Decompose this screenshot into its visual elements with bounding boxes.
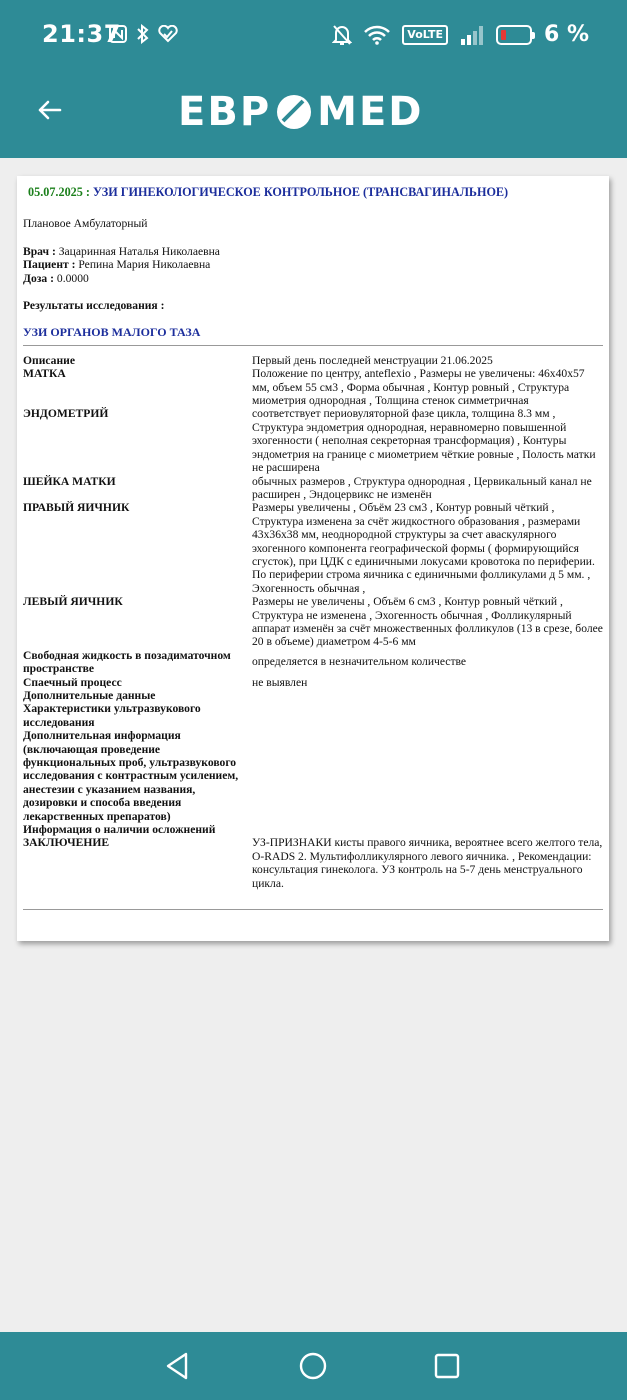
- dose-label: Доза :: [23, 271, 54, 285]
- table-row: [23, 475, 603, 502]
- logo-text-left: ЕВР: [178, 89, 272, 135]
- recents-square-icon[interactable]: [431, 1350, 463, 1382]
- status-time: 21:37: [42, 20, 121, 48]
- bell-off-icon: [332, 24, 352, 46]
- row-key: Описание: [23, 353, 75, 367]
- status-right-icons: [332, 22, 589, 47]
- table-row: [23, 729, 603, 823]
- status-left-icons: [108, 24, 178, 44]
- row-value: обычных размеров , Структура однородная , Цервикальный канал не расширен , Эндоцервикс не изменён: [252, 474, 592, 501]
- table-row: [23, 595, 603, 649]
- row-value: не выявлен: [252, 675, 308, 689]
- visit-type: Плановое Амбулаторный: [23, 217, 148, 231]
- table-row: [23, 702, 603, 729]
- battery-icon: [496, 25, 532, 45]
- table-row: [23, 649, 603, 676]
- patient-name: Репина Мария Николаевна: [78, 258, 211, 272]
- pill-logo-icon: [275, 93, 313, 131]
- row-value: соответствует периовуляторной фазе цикла, толщина 8.3 мм , Структура эндометрия однородная, неравномерно повышенной эхогенности ( неполная секреторная трансформация) , Контуры эндометрия на границе с миометрием чёткие ровные , Полость матки не расширена: [252, 407, 596, 475]
- status-bar: [0, 0, 627, 72]
- document-title: [28, 186, 603, 199]
- row-key: Дополнительная информация (включающая проведение функциональных проб, ультразвукового исследования с контрастным усилением, анестезии с указанием названия, дозировки и способа введения лекарственных препаратов): [23, 729, 239, 823]
- heart-check-icon: [158, 25, 178, 43]
- row-key: МАТКА: [23, 367, 66, 381]
- row-key: ШЕЙКА МАТКИ: [23, 474, 116, 488]
- row-key: ЗАКЛЮЧЕНИЕ: [23, 836, 110, 850]
- bluetooth-icon: [136, 24, 150, 44]
- system-nav-bar: [0, 1332, 627, 1400]
- app-logo: [178, 89, 424, 135]
- battery-percent: 6 %: [543, 22, 589, 47]
- table-row: [23, 823, 603, 836]
- signal-icon: [460, 25, 484, 45]
- row-value: [252, 823, 603, 836]
- volte-icon: VoLTE: [402, 25, 448, 45]
- table-row: [23, 367, 603, 407]
- section-title: УЗИ ОРГАНОВ МАЛОГО ТАЗА: [23, 325, 201, 340]
- results-table: [23, 354, 603, 890]
- home-circle-icon[interactable]: [297, 1350, 329, 1382]
- doctor-name: Зацаринная Наталья Николаевна: [58, 244, 220, 258]
- row-key: ПРАВЫЙ ЯИЧНИК: [23, 501, 130, 515]
- row-key: Характеристики ультразвукового исследования: [23, 702, 201, 729]
- back-arrow-icon[interactable]: [34, 94, 66, 126]
- dose-value: 0.0000: [56, 271, 89, 285]
- patient-label: Пациент :: [23, 258, 76, 272]
- table-row: [23, 836, 603, 890]
- wifi-icon: [364, 25, 390, 45]
- row-value: определяется в незначительном количестве: [252, 655, 467, 669]
- section-divider: [23, 345, 603, 346]
- row-key: Свободная жидкость в позадиматочном пространстве: [23, 648, 231, 676]
- row-key: Информация о наличии осложнений: [23, 823, 216, 837]
- back-triangle-icon[interactable]: [162, 1350, 194, 1382]
- logo-text-right: MED: [317, 89, 424, 135]
- dose-line: [23, 272, 603, 285]
- bottom-divider: [23, 909, 603, 910]
- doctor-label: Врач :: [23, 244, 56, 258]
- row-key: Дополнительные данные: [23, 689, 156, 702]
- row-value: Размеры не увеличены , Объём 6 см3 , Контур ровный чёткий , Структура не изменена , Эхогенность обычная , Фолликулярный аппарат изменён за счёт множественных фолликулов (13 в срезе, более 20 в объеме) диаметром 4-5-6 мм: [252, 595, 603, 649]
- row-value: [252, 702, 603, 729]
- row-key: Спаечный процесс: [23, 675, 122, 689]
- row-value: Размеры увеличены , Объём 23 см3 , Контур ровный чёткий , Структура изменена за счёт жидкостного образования , размерами 43х36х38 мм, неоднородной структуры за счет аваскулярного эхогенного компонента географической формы ( формирующийся сгусток), при ЦДК с единичными локусами кровотока по периферии. По периферии строма яичника с единичными фолликулами д 5 мм. , Эхогенность обычная ,: [252, 501, 595, 595]
- row-value: Положение по центру, anteflexio , Размеры не увеличены: 46х40х57 мм, объем 55 см3 , Форма обычная , Контур ровный , Структура миометрия однородная , Толщина стенок симметричная: [252, 367, 585, 408]
- table-row: [23, 676, 603, 689]
- row-key: ЭНДОМЕТРИЙ: [23, 407, 109, 421]
- row-key: ЛЕВЫЙ ЯИЧНИК: [23, 595, 123, 609]
- row-value: УЗ-ПРИЗНАКИ кисты правого яичника, вероятнее всего желтого тела, O-RADS 2. Мультифолликулярного левого яичника. , Рекомендации: консультация гинеколога. УЗ контроль на 5-7 день менструального цикла.: [252, 836, 603, 890]
- document-date: 05.07.2025 :: [28, 185, 90, 199]
- document-name: УЗИ ГИНЕКОЛОГИЧЕСКОЕ КОНТРОЛЬНОЕ (ТРАНСВАГИНАЛЬНОЕ): [93, 185, 509, 199]
- row-value: [252, 689, 603, 702]
- doctor-line: [23, 245, 603, 258]
- document-card: [17, 176, 609, 941]
- row-value: Первый день последней менструации 21.06.2025: [252, 353, 493, 367]
- table-row: [23, 354, 603, 367]
- table-row: [23, 407, 603, 474]
- app-bar: [0, 72, 627, 158]
- table-row: [23, 689, 603, 702]
- table-row: [23, 501, 603, 595]
- row-value: [252, 729, 603, 823]
- results-label: Результаты исследования :: [23, 299, 165, 313]
- staff-block: [23, 245, 603, 285]
- nfc-icon: [108, 24, 128, 44]
- patient-line: [23, 258, 603, 271]
